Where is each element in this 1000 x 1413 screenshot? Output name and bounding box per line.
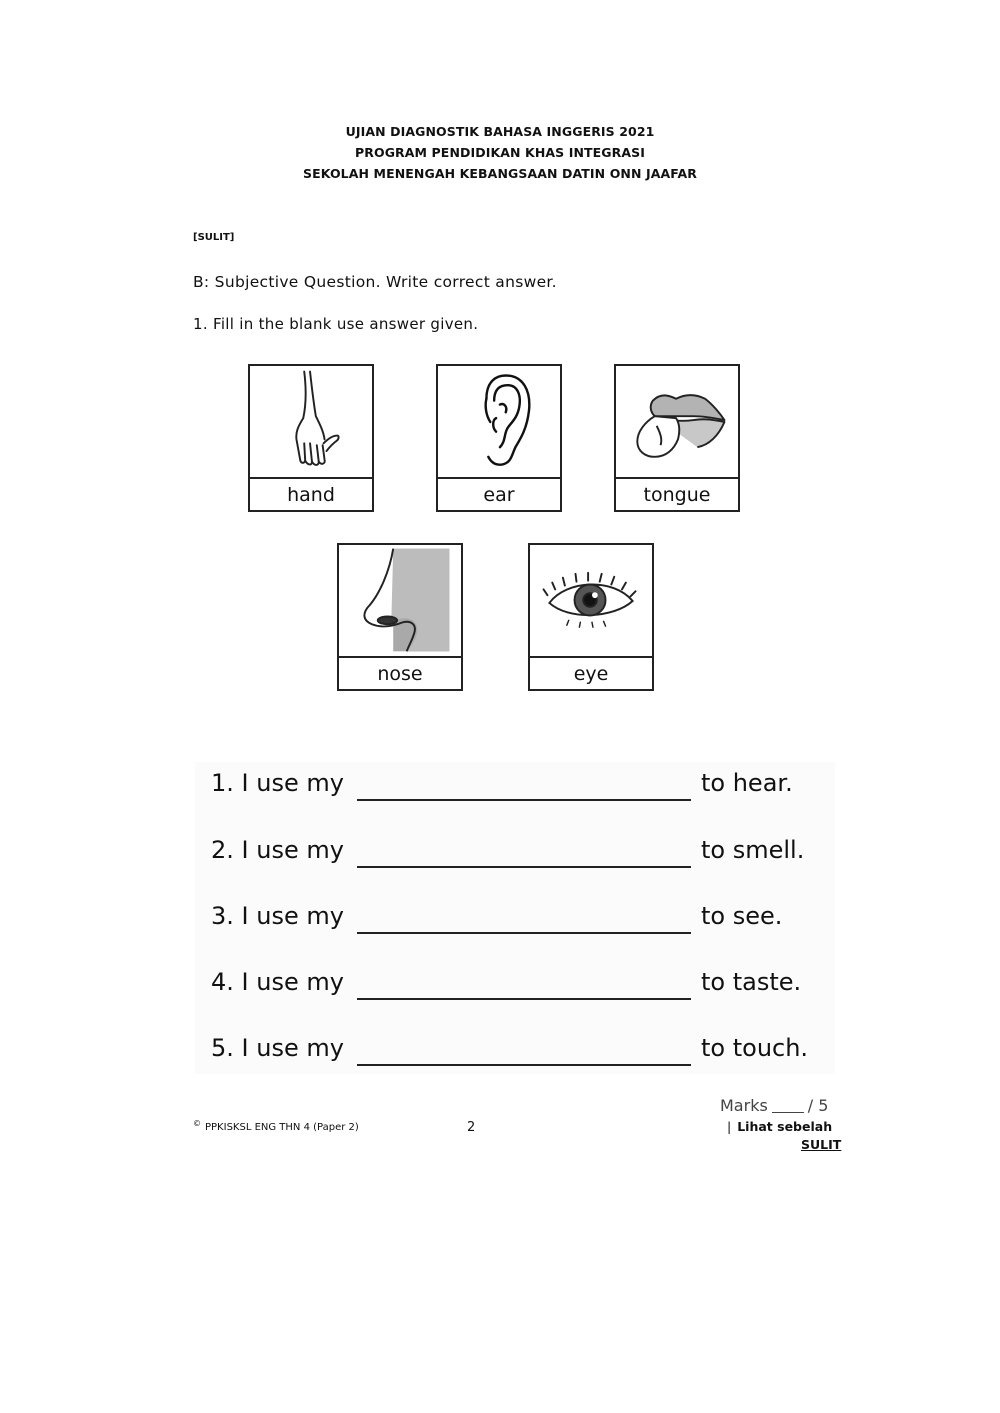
- question-3-prefix: 3. I use my: [211, 902, 344, 930]
- marks-score: [720, 1096, 828, 1115]
- paper-code: PPKISKSL ENG THN 4 (Paper 2): [205, 1122, 359, 1133]
- question-1-prefix: 1. I use my: [211, 769, 344, 797]
- question-1-blank[interactable]: [357, 799, 691, 801]
- header-line-school: SEKOLAH MENENGAH KEBANGSAAN DATIN ONN JAAFAR: [302, 166, 698, 181]
- card-ear: [436, 364, 562, 512]
- marks-label: Marks: [720, 1096, 768, 1115]
- document-header: [0, 121, 1000, 184]
- question-2-suffix: to smell.: [701, 836, 805, 864]
- card-label-tongue: tongue: [643, 484, 711, 506]
- lihat-sebelah: [727, 1119, 832, 1134]
- question-3-suffix: to see.: [701, 902, 783, 930]
- ear-icon: [438, 366, 560, 479]
- sulit-footer: SULIT: [801, 1137, 842, 1152]
- question-4-suffix: to taste.: [701, 968, 802, 996]
- card-label-ear: ear: [483, 484, 515, 506]
- question-4-prefix: 4. I use my: [211, 968, 344, 996]
- card-label-eye: eye: [573, 663, 609, 685]
- card-tongue: [614, 364, 740, 512]
- copyright-symbol: ©: [193, 1119, 201, 1128]
- question-5-suffix: to touch.: [701, 1034, 809, 1062]
- card-eye: [528, 543, 654, 691]
- card-nose: [337, 543, 463, 691]
- tongue-icon: [616, 366, 738, 479]
- eye-icon: [530, 545, 652, 658]
- hand-icon: [250, 366, 372, 479]
- marks-total: / 5: [807, 1096, 829, 1115]
- nose-icon: [339, 545, 461, 658]
- header-line-program: PROGRAM PENDIDIKAN KHAS INTEGRASI: [354, 145, 646, 160]
- question-2-blank[interactable]: [357, 866, 691, 868]
- question-3-blank[interactable]: [357, 932, 691, 934]
- instruction: 1. Fill in the blank use answer given.: [193, 315, 479, 333]
- card-label-hand: hand: [287, 484, 335, 506]
- section-title: B: Subjective Question. Write correct answer.: [193, 273, 557, 291]
- question-5-prefix: 5. I use my: [211, 1034, 344, 1062]
- footer-code: [193, 1119, 359, 1133]
- lihat-bar: |: [727, 1119, 732, 1134]
- marks-blank[interactable]: [772, 1112, 804, 1113]
- card-hand: [248, 364, 374, 512]
- lihat-text: Lihat sebelah: [737, 1119, 833, 1134]
- sulit-tag: [SULIT]: [193, 232, 235, 243]
- question-2-prefix: 2. I use my: [211, 836, 344, 864]
- questions-panel: [195, 762, 835, 1074]
- question-5-blank[interactable]: [357, 1064, 691, 1066]
- page-number: 2: [467, 1120, 476, 1135]
- card-label-nose: nose: [377, 663, 423, 685]
- question-1-suffix: to hear.: [701, 769, 793, 797]
- header-line-exam: UJIAN DIAGNOSTIK BAHASA INGGERIS 2021: [345, 124, 655, 139]
- question-4-blank[interactable]: [357, 998, 691, 1000]
